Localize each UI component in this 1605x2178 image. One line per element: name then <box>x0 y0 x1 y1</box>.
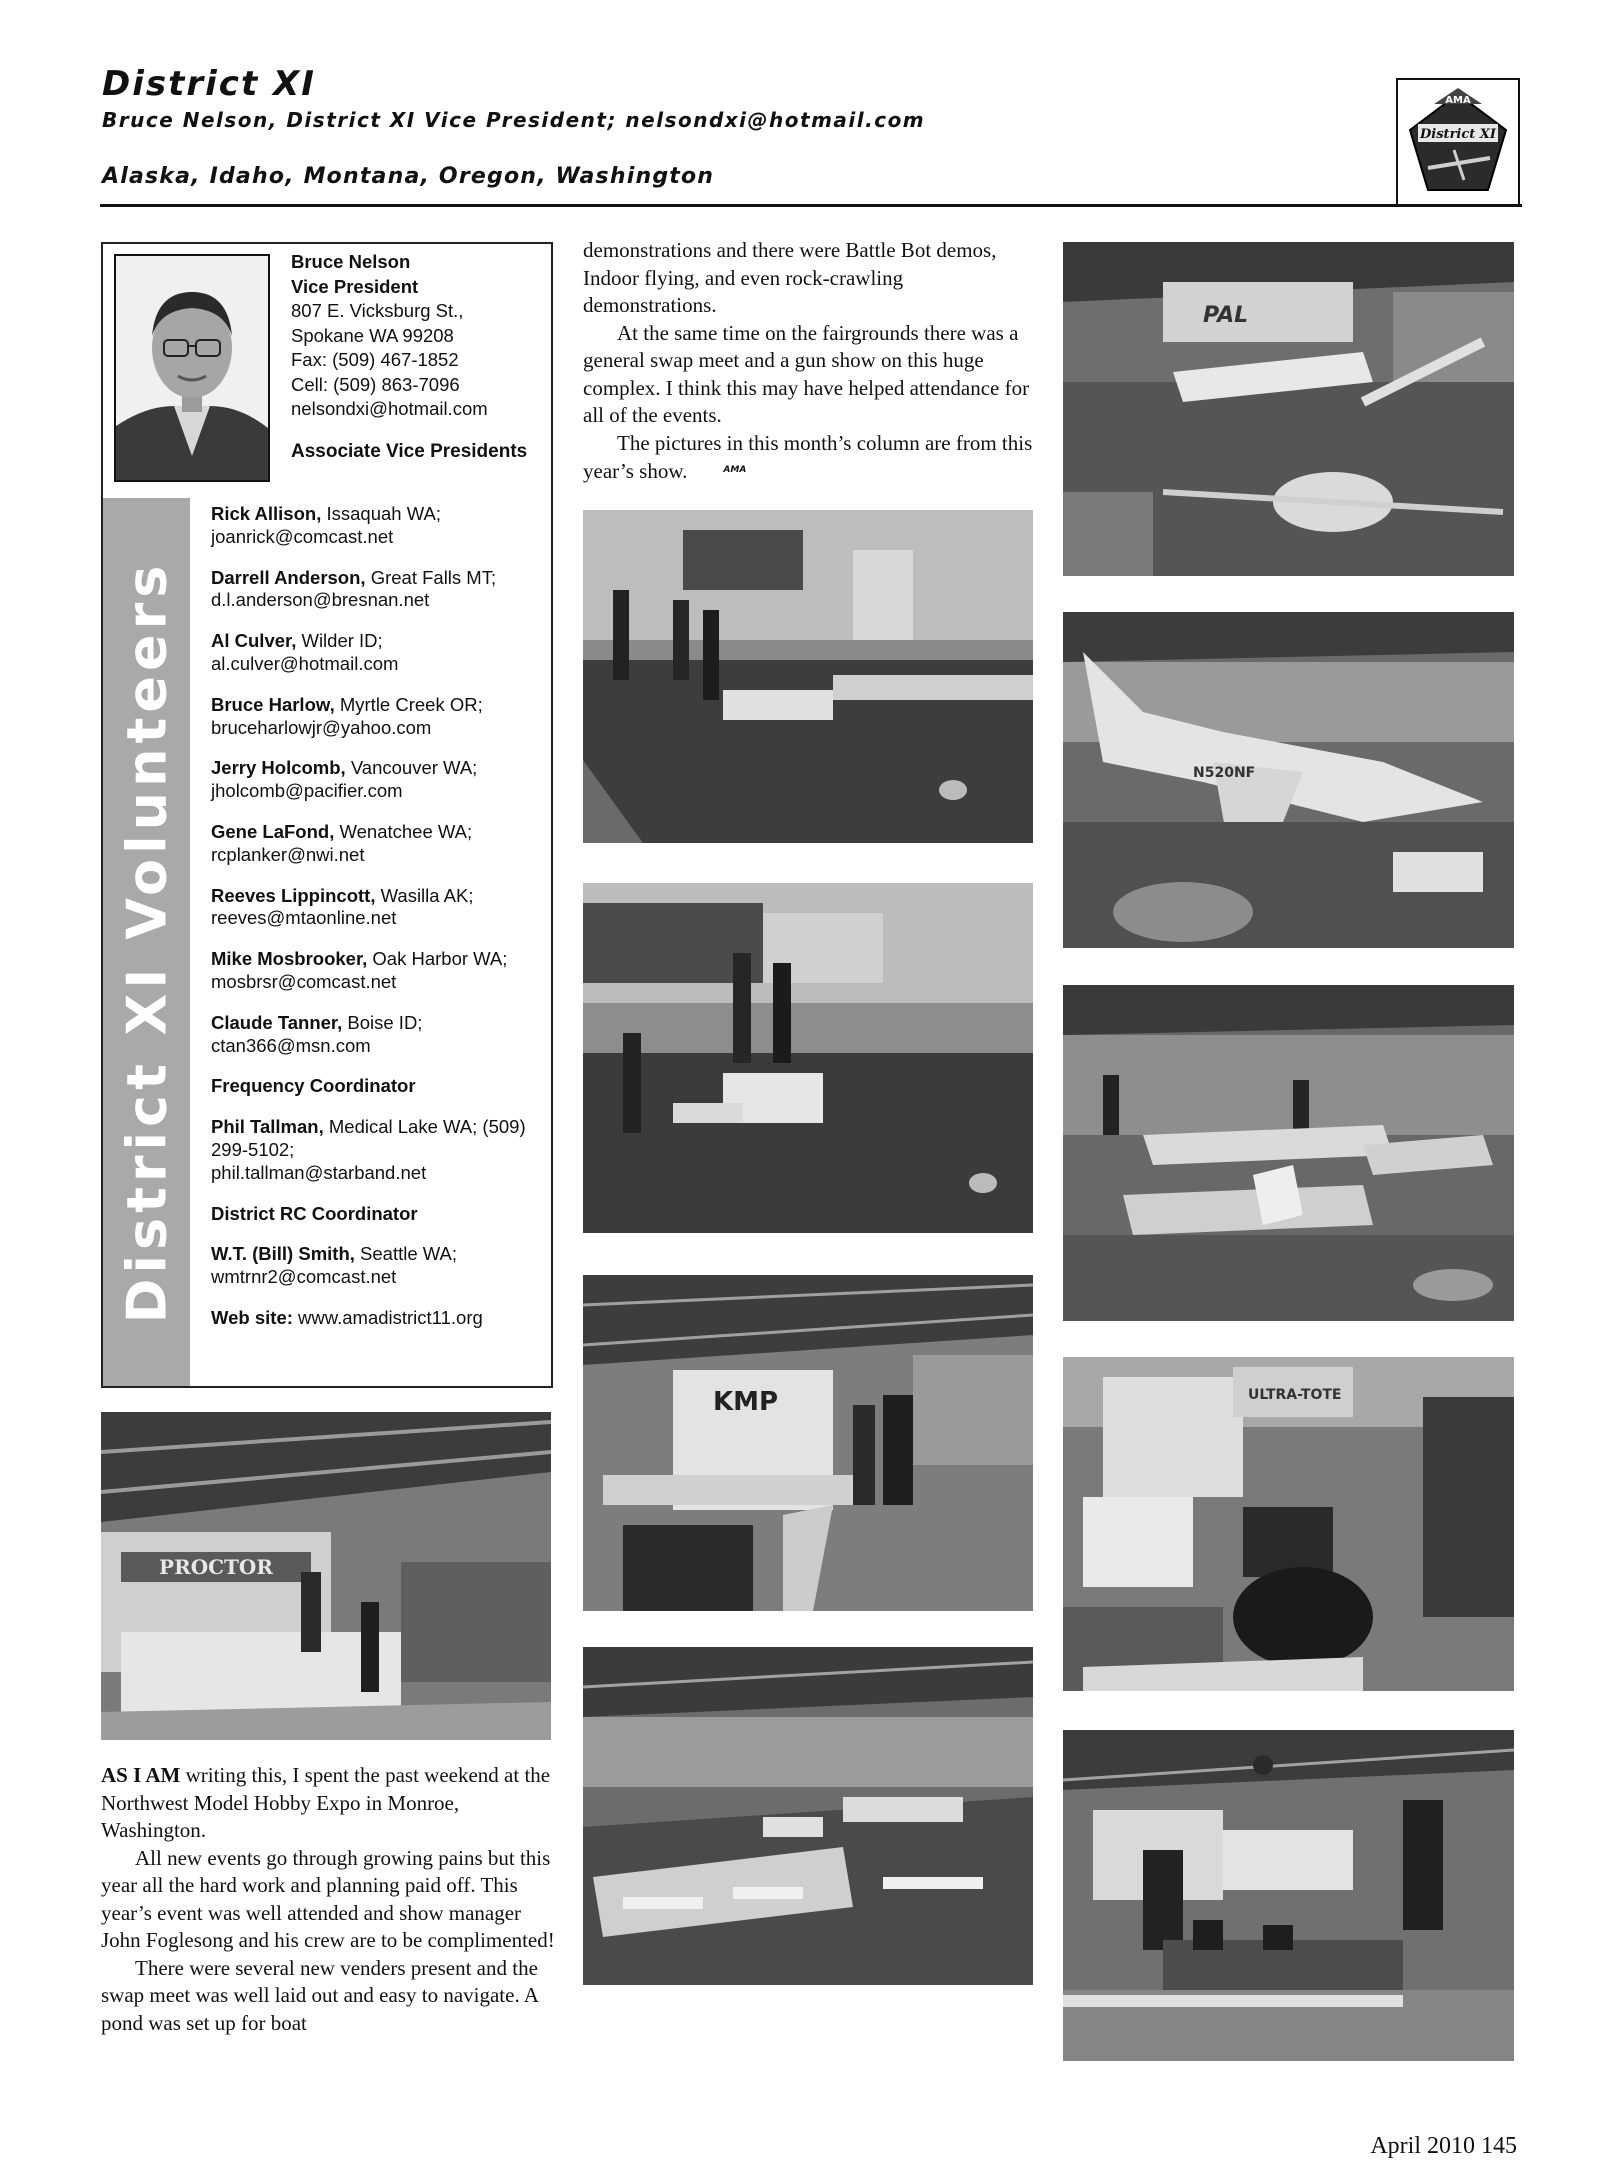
photo-vendor-booth <box>101 1412 551 1740</box>
district-states: Alaska, Idaho, Montana, Oregon, Washington <box>102 164 715 189</box>
vp-address-line1: 807 E. Vicksburg St., <box>291 300 464 321</box>
booth-sign-text: PROCTOR <box>159 1555 273 1579</box>
rc-coordinator-heading: District RC Coordinator <box>211 1202 418 1224</box>
volunteer-email: phil.tallman@starband.net <box>211 1161 427 1183</box>
booth-sign-text: PAL <box>1203 303 1249 328</box>
volunteer-email: reeves@mtaonline.net <box>211 907 397 929</box>
volunteer-email: al.culver@hotmail.com <box>211 652 399 674</box>
vp-name: Bruce Nelson <box>291 251 411 272</box>
list-item: W.T. (Bill) Smith, Seattle WA; wmtrnr2@comcast.net <box>211 1243 458 1288</box>
list-item: Darrell Anderson, Great Falls MT; d.l.anderson@bresnan.net <box>211 566 497 611</box>
volunteer-email: d.l.anderson@bresnan.net <box>211 589 430 611</box>
volunteers-sidebar <box>103 498 190 1386</box>
vp-contact-block <box>291 250 541 422</box>
list-item: Bruce Harlow, Myrtle Creek OR; bruceharlowjr@yahoo.com <box>211 693 483 738</box>
volunteer-email: mosbrsr@comcast.net <box>211 970 397 992</box>
photo-boat-pond-1 <box>583 510 1033 843</box>
article-paragraph-5: The pictures in this month’s column are from this year’s show. AMA <box>583 430 1033 483</box>
article-paragraph-3: There were several new venders present and the swap meet was well laid out and easy to navigate. A pond was set up for boat <box>101 1955 538 2035</box>
page-folio: April 2010 145 <box>1370 2133 1517 2159</box>
photo-warbird-display <box>1063 985 1514 1321</box>
list-item: Claude Tanner, Boise ID; ctan366@msn.com <box>211 1011 423 1056</box>
volunteer-list <box>211 503 545 1348</box>
frequency-coordinator-heading: Frequency Coordinator <box>211 1075 416 1097</box>
article-column-2 <box>583 237 1038 486</box>
photo-kmp-booth <box>583 1275 1033 1611</box>
vp-address-line2: Spokane WA 99208 <box>291 324 454 346</box>
article-column-1 <box>101 1762 556 2037</box>
column-byline: Bruce Nelson, District XI Vice President; nelsondxi@hotmail.com <box>102 108 926 132</box>
article-paragraph-4: At the same time on the fairgrounds there was a general swap meet and a gun show on this huge complex. I think this may have helped attendance for all of the events. <box>583 320 1030 427</box>
photo-boat-display <box>583 1647 1033 1985</box>
vp-fax: Fax: (509) 467-1852 <box>291 349 459 370</box>
list-item: Mike Mosbrooker, Oak Harbor WA; mosbrsr@comcast.net <box>211 948 508 992</box>
box-label-text: ULTRA-TOTE <box>1248 1387 1342 1403</box>
logo-district-text: District XI <box>1420 127 1496 142</box>
vp-cell: Cell: (509) 863-7096 <box>291 373 460 395</box>
photo-swap-meet-dog <box>1063 1357 1514 1691</box>
article-paragraph-1: AS I AM writing this, I spent the past weekend at the Northwest Model Hobby Expo in Monroe, Washington. <box>101 1763 551 1842</box>
list-item: Jerry Holcomb, Vancouver WA; jholcomb@pacifier.com <box>211 757 478 802</box>
volunteer-email: rcplanker@nwi.net <box>211 843 365 865</box>
list-item: Phil Tallman, Medical Lake WA; (509) 299-5102; phil.tallman@starband.net <box>211 1116 526 1183</box>
photo-helicopter-display <box>1063 242 1514 576</box>
column-title: District XI <box>102 64 316 104</box>
vp-email: nelsondxi@hotmail.com <box>291 398 488 419</box>
volunteer-email: jholcomb@pacifier.com <box>211 780 403 802</box>
list-item: Rick Allison, Issaquah WA; joanrick@comcast.net <box>211 503 441 547</box>
article-lead-in: AS I AM <box>101 1763 181 1787</box>
article-paragraph-2: All new events go through growing pains but this year all the hard work and planning paid off. This year’s event was well attended and show manager John Foglesong and his crew are to be complimented! <box>101 1845 555 1952</box>
ama-end-mark: AMA <box>723 465 747 475</box>
aircraft-registration: N520NF <box>1193 765 1256 781</box>
website-line: Web site: www.amadistrict11.org <box>211 1306 483 1328</box>
volunteers-sidebar-title: District XI Volunteers <box>115 560 178 1324</box>
list-item: Al Culver, Wilder ID; al.culver@hotmail.com <box>211 630 399 674</box>
booth-sign-text: KMP <box>713 1387 779 1417</box>
list-item: Reeves Lippincott, Wasilla AK; reeves@mtaonline.net <box>211 884 474 929</box>
list-item: Gene LaFond, Wenatchee WA; rcplanker@nwi.net <box>211 820 473 865</box>
volunteer-email: ctan366@msn.com <box>211 1034 371 1056</box>
header-rule <box>100 204 1522 207</box>
vp-title: Vice President <box>291 275 419 297</box>
volunteer-email: joanrick@comcast.net <box>211 525 394 547</box>
photo-boat-pond-2 <box>583 883 1033 1233</box>
avp-heading: Associate Vice Presidents <box>291 441 528 462</box>
district-logo <box>1396 78 1520 206</box>
website-url: www.amadistrict11.org <box>292 1306 483 1328</box>
vp-portrait-photo <box>114 254 270 482</box>
volunteer-email: wmtrnr2@comcast.net <box>211 1266 397 1288</box>
volunteer-email: bruceharlowjr@yahoo.com <box>211 716 432 738</box>
article-paragraph-3-continued: demonstrations and there were Battle Bot demos, Indoor flying, and even rock-crawling demonstrations. <box>583 238 997 317</box>
photo-jet-display <box>1063 612 1514 948</box>
photo-rock-crawlers <box>1063 1730 1514 2061</box>
logo-ama-text: AMA <box>1445 95 1471 106</box>
